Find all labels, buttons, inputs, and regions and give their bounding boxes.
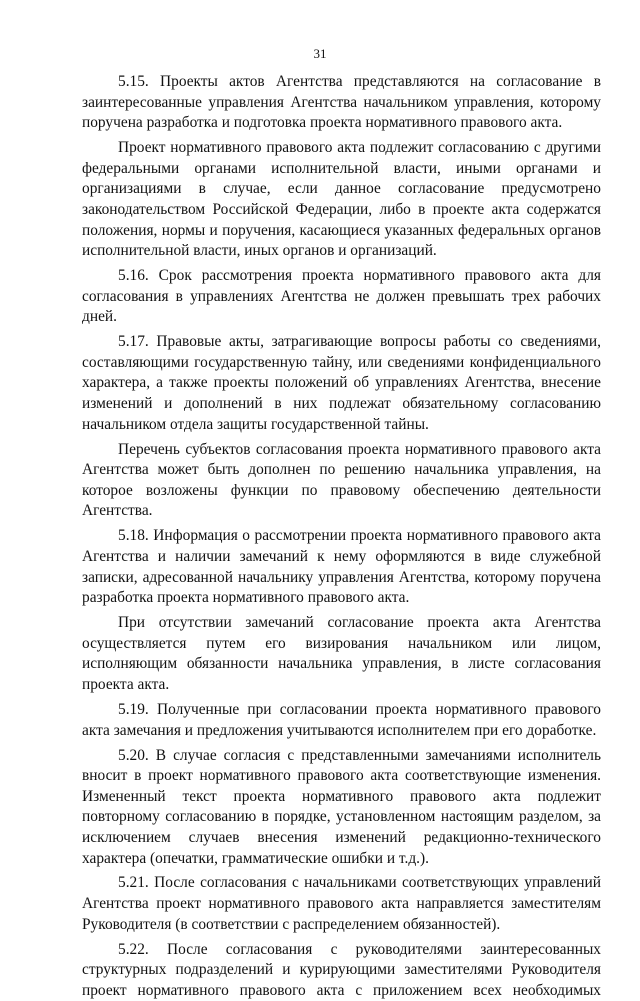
paragraph-subjects-list: Перечень субъектов согласования проекта нормативного правового акта Агентства может быть дополнен по решению начальника управления, на которое возложены функции по правовому обеспечению деятельности Агентства. bbox=[82, 440, 601, 520]
paragraph-5-19: 5.19. Полученные при согласовании проекта нормативного правового акта замечания и предложения учитываются исполнителем при его доработке. bbox=[82, 700, 601, 739]
paragraph-coordination-federal: Проект нормативного правового акта подлежит согласованию с другими федеральными органами исполнительной власти, иными органами и организациями в случае, если данное согласование предусмотрено законодательством Российской Федерации, либо в проекте акта содержатся положения, нормы и поручения, касающиеся указанных федеральных органов исполнительной власти, иных органов и организаций. bbox=[82, 139, 601, 260]
paragraph-5-17: 5.17. Правовые акты, затрагивающие вопросы работы со сведениями, составляющими государственную тайну, или сведениями конфиденциального характера, а также проекты положений об управлениях Агентства, внесение изменений и дополнений в них подлежат обязательному согласованию начальником отдела защиты государственной тайны. bbox=[82, 333, 601, 433]
paragraph-5-20: 5.20. В случае согласия с представленными замечаниями исполнитель вносит в проект нормативного правового акта соответствующие изменения. Измененный текст проекта нормативного правового акта подлежит повторному согласованию в порядке, установленном настоящим разделом, за исключением случаев внесения изменений редакционно-технического характера (опечатки, грамматические ошибки и т.д.). bbox=[82, 746, 601, 867]
paragraph-5-16: 5.16. Срок рассмотрения проекта нормативного правового акта для согласования в управлениях Агентства не должен превышать трех рабочих дней. bbox=[82, 267, 601, 326]
page-number: 31 bbox=[313, 46, 327, 61]
paragraph-no-remarks: При отсутствии замечаний согласование проекта акта Агентства осуществляется путем его визирования начальником или лицом, исполняющим обязанности начальника управления, в листе согласования проекта акта. bbox=[82, 614, 601, 693]
paragraph-5-21: 5.21. После согласования с начальниками соответствующих управлений Агентства проект нормативного правового акта направляется заместителям Руководителя (в соответствии с распределением обязанностей). bbox=[82, 874, 601, 933]
paragraph-5-18: 5.18. Информация о рассмотрении проекта нормативного правового акта Агентства и наличии замечаний к нему оформляются в виде служебной записки, адресованной начальнику управления Агентства, которому поручена разработка проекта нормативного правового акта. bbox=[82, 527, 601, 607]
paragraph-5-22: 5.22. После согласования с руководителями заинтересованных структурных подразделений и курирующими заместителями Руководителя проект нормативного правового акта с приложением всех необходимых bbox=[82, 940, 601, 999]
paragraph-5-15: 5.15. Проекты актов Агентства представляются на согласование в заинтересованные управления Агентства начальником управления, которому поручена разработка и подготовка проекта нормативного правового акта. bbox=[82, 73, 601, 132]
document-body bbox=[82, 72, 601, 1001]
